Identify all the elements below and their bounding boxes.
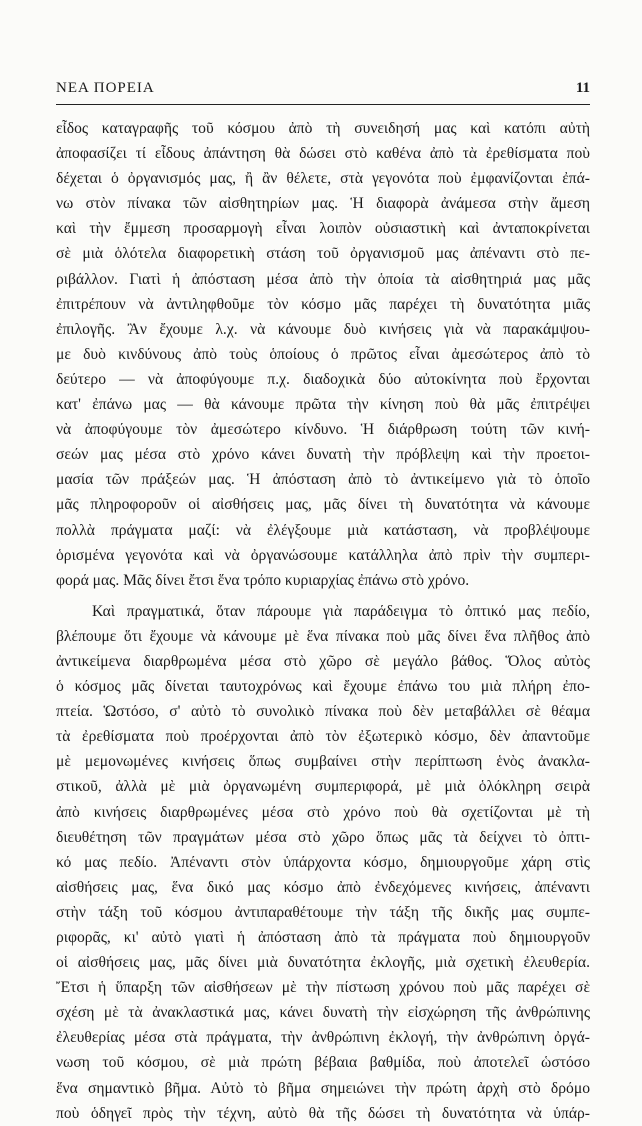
text-line: φορά μας. Μᾶς δίνει ἔτσι ἕνα τρόπο κυριαρχίας ἐπάνω στὸ χρόνο. <box>56 571 470 589</box>
text-line: ὁρισμένα γεγονότα καὶ νὰ ὀργανώσουμε κατάλληλα ἀπὸ πρὶν τὴν συμπερι- <box>56 546 590 564</box>
text-line: οἱ αἰσθήσεις μας, μᾶς δίνει μιὰ δυνατότητα ἐκλογῆς, μιὰ σχετικὴ ἐλευθερία. <box>56 954 590 972</box>
text-line: βλέπουμε ὅτι ἔχουμε νὰ κάνουμε μὲ ἕνα πίνακα ποὺ μᾶς δίνει ἕνα πλῆθος ἀπὸ <box>56 627 590 645</box>
page-number: 11 <box>575 80 590 96</box>
text-line: δέχεται ὁ ὀργανισμός μας, ἢ ἂν θέλετε, στὰ γεγονότα ποὺ ἐμφανίζονται ἐπά- <box>56 170 590 188</box>
text-line: κό μας πεδίο. Ἀπέναντι στὸν ὑπάρχοντα κόσμο, δημιουργοῦμε χάρη στὶς <box>56 853 590 871</box>
header-rule <box>56 104 590 105</box>
text-line: ἕνα σημαντικὸ βῆμα. Αὐτὸ τὸ βῆμα σημειώνει τὴν πρώτη ἀρχὴ στὸ δρόμο <box>56 1079 590 1097</box>
text-line: αἰσθήσεις μας, ἕνα δικό μας κόσμο ἀπὸ ἐνδεχόμενες κινήσεις, ἀπέναντι <box>56 878 590 896</box>
text-line: στὴν τάξη τοῦ κόσμου ἀντιπαραθέτουμε τὴν τάξη τῆς δικῆς μας συμπε- <box>56 903 590 921</box>
text-line: ἐλευθερίας μέσα στὰ πράγματα, τὴν ἀνθρώπινη ἐκλογή, τὴν ἀνθρώπινη ὀργά- <box>56 1029 590 1047</box>
text-line: διευθέτηση τῶν πραγμάτων μέσα στὸ χῶρο ὅπως μᾶς τὰ δείχνει τὸ ὀπτι- <box>56 828 590 846</box>
text-line: Ἔτσι ἡ ὕπαρξη τῶν αἰσθήσεων μὲ τὴν πίστωση χρόνου ποὺ μᾶς παρέχει σὲ <box>56 979 590 997</box>
text-line: μασία τῶν πράξεών μας. Ἡ ἀπόσταση ἀπὸ τὸ ἀντικείμενο γιὰ τὸ ὁποῖο <box>56 471 590 489</box>
text-line: νωση τοῦ κόσμου, σὲ μιὰ πρώτη βέβαια βαθμίδα, ποὺ ἀποτελεῖ ὡστόσο <box>56 1054 590 1072</box>
text-line: ἐπιτρέπουν νὰ ἀντιληφθοῦμε τὸν κόσμο μᾶς παρέχει τὴ δυνατότητα μιᾶς <box>56 295 590 313</box>
text-line: ἀποφασίζει τί εἶδους ἀπάντηση θὰ δώσει στὸ καθένα ἀπὸ τὰ ἐρεθίσματα ποὺ <box>56 145 590 163</box>
text-line: σχέση μὲ τὰ ἀνακλαστικά μας, κάνει δυνατὴ τὴν εἰσχώρηση τῆς ἀνθρώπινης <box>56 1004 590 1022</box>
page-header <box>56 80 590 97</box>
text-line: με δυὸ κινδύνους ἀπὸ τοὺς ὁποίους ὁ πρῶτος εἶναι ἀμεσώτερος ἀπὸ τὸ <box>56 345 590 363</box>
text-line: πολλὰ πράγματα μαζί: νὰ ἐλέγξουμε μιὰ κατάσταση, νὰ προβλέψουμε <box>56 521 590 539</box>
text-line: κατ' ἐπάνω μας — θὰ κάνουμε πρῶτα τὴν κίνηση ποὺ θὰ μᾶς ἐπιτρέψει <box>56 396 590 414</box>
text-line: μὲ μεμονωμένες κινήσεις ὅπως συμβαίνει στὴν περίπτωση ἑνὸς ἀνακλα- <box>56 753 590 771</box>
text-line: ριβάλλον. Γιατὶ ἡ ἀπόσταση μέσα ἀπὸ τὴν ὁποία τὰ αἰσθητηριά μας μᾶς <box>56 270 590 288</box>
text-line: ριφορᾶς, κι' αὐτὸ γιατὶ ἡ ἀπόσταση ἀπὸ τὰ πράγματα ποὺ δημιουργοῦν <box>56 929 590 946</box>
text-line: μᾶς πληροφοροῦν οἱ αἰσθήσεις μας, μᾶς δίνει τὴ δυνατότητα νὰ κάνουμε <box>56 496 590 514</box>
text-line: πτεία. Ὡστόσο, σ' αὐτὸ τὸ συνολικὸ πίνακα ποὺ δὲν μεταβάλλει σὲ θέαμα <box>56 703 590 721</box>
text-line: ἀπὸ κινήσεις διαρθρωμένες μέσα στὸ χρόνο ποὺ θὰ σχετίζονται μὲ τὴ <box>56 803 590 821</box>
text-line: καὶ τὴν ἔμμεση προσαρμογὴ εἶναι λοιπὸν οὐσιαστικὴ καὶ ἀνταποκρίνεται <box>56 220 590 238</box>
paragraph <box>56 116 590 593</box>
text-line: ἀντικείμενα διαρθρωμένα μέσα στὸ χῶρο σὲ μεγάλο βάθος. Ὅλος αὐτὸς <box>56 652 590 670</box>
text-line: νω στὸν πίνακα τῶν αἰσθητηρίων μας. Ἡ διαφορὰ ἀνάμεσα στὴν ἄμεση <box>56 195 590 213</box>
text-line: δεύτερο — νὰ ἀποφύγουμε π.χ. διαδοχικὰ δύο αὐτοκίνητα ποὺ ἔρχονται <box>56 370 590 388</box>
text-line: σὲ μιὰ ὁλότελα διαφορετικὴ στάση τοῦ ὀργανισμοῦ μας ἀπέναντι στὸ πε- <box>56 245 590 263</box>
text-line: σεών μας μέσα στὸ χρόνο κάνει δυνατὴ τὴν πρόβλεψη καὶ τὴν προετοι- <box>56 446 590 464</box>
text-line: Καὶ πραγματικά, ὅταν πάρουμε γιὰ παράδειγμα τὸ ὀπτικό μας πεδίο, <box>92 602 590 620</box>
text-line: εἶδος καταγραφῆς τοῦ κόσμου ἀπὸ τὴ συνειδησή μας καὶ κατόπι αὐτὴ <box>56 120 590 137</box>
text-line: ὁ κόσμος μᾶς δίνεται ταυτοχρόνως καὶ ἔχουμε ἐπάνω του μιὰ πλήρη ἐπο- <box>56 678 590 696</box>
body-text <box>56 116 590 1126</box>
text-line: ποὺ ὁδηγεῖ πρὸς τὴν τέχνη, αὐτὸ θὰ τῆς δώσει τὴ δυνατότητα νὰ ὑπάρ- <box>56 1104 590 1122</box>
text-line: στικοῦ, ἀλλὰ μὲ μιὰ ὀργανωμένη συμπεριφορά, μὲ μιὰ ὁλόκληρη σειρὰ <box>56 778 590 796</box>
running-head: ΝΕΑ ΠΟΡΕΙΑ <box>56 80 155 96</box>
text-line: ἐπιλογῆς. Ἂν ἔχουμε λ.χ. νὰ κάνουμε δυὸ κινήσεις γιὰ νὰ παρακάμψου- <box>56 320 590 338</box>
text-line: τὰ ἐρεθίσματα ποὺ προέρχονται ἀπὸ τὸν ἐξωτερικὸ κόσμο, δὲν ἀπαντοῦμε <box>56 728 590 746</box>
text-line: νὰ ἀποφύγουμε τὸν ἀμεσώτερο κίνδυνο. Ἡ διάρθρωση τούτη τῶν κινή- <box>56 421 590 439</box>
paragraph <box>56 599 590 1126</box>
